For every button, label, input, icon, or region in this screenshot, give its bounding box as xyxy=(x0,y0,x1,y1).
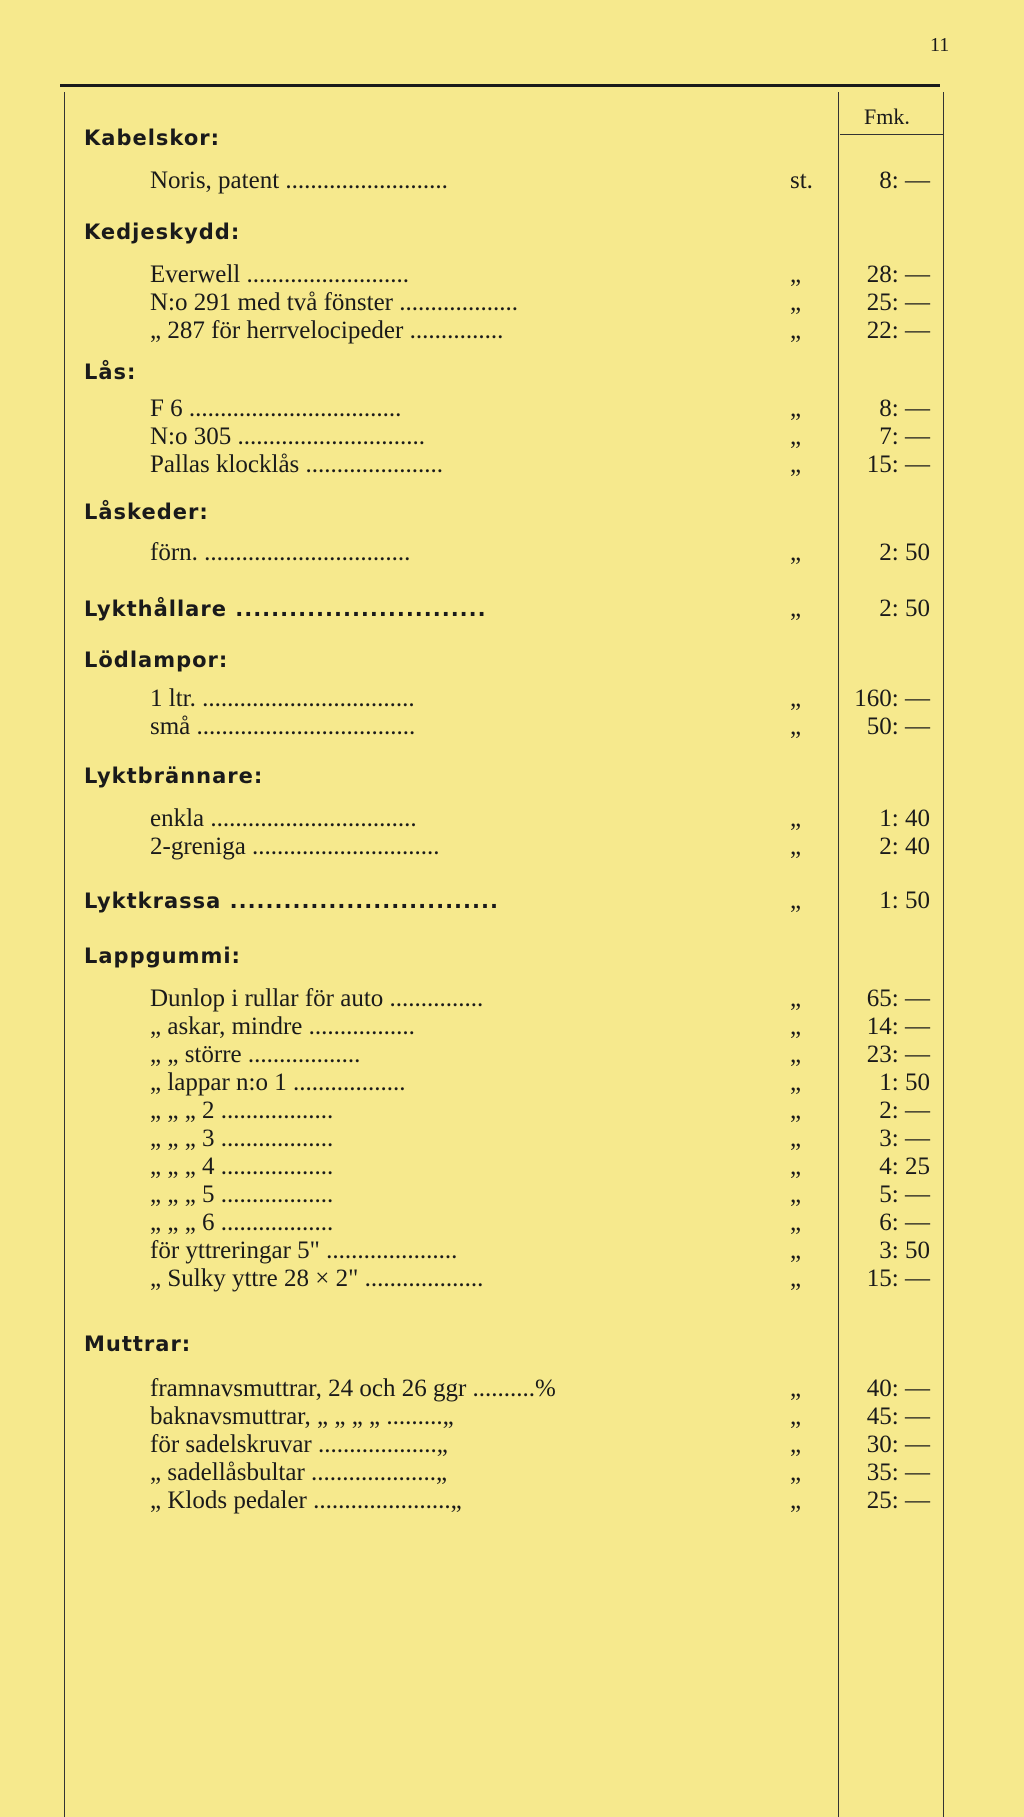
price-row xyxy=(0,538,1024,568)
item-description: „ „ „ 2 .................. xyxy=(150,1097,334,1124)
item-unit: „ xyxy=(790,1069,802,1096)
price-row xyxy=(0,684,1024,714)
section-heading: Lappgummi: xyxy=(84,944,241,968)
item-description: „ lappar n:o 1 .................. xyxy=(150,1069,406,1096)
item-unit: „ xyxy=(790,1209,802,1236)
item-unit: „ xyxy=(790,395,802,422)
price-row xyxy=(0,1012,1024,1042)
item-unit: „ xyxy=(790,539,802,566)
item-price: 25: — xyxy=(866,1487,930,1514)
price-row xyxy=(0,316,1024,346)
item-description: Pallas klocklås ...................... xyxy=(150,451,444,478)
item-unit: „ xyxy=(790,1013,802,1040)
price-row xyxy=(0,984,1024,1014)
section-heading: Lykthållare ............................ xyxy=(84,597,487,621)
item-unit: „ xyxy=(790,1459,802,1486)
price-row xyxy=(0,1124,1024,1154)
price-row xyxy=(0,1040,1024,1070)
item-unit: „ xyxy=(790,805,802,832)
section-heading: Kabelskor: xyxy=(84,126,220,150)
item-price: 2: — xyxy=(879,1097,930,1124)
item-price: 30: — xyxy=(866,1431,930,1458)
item-price: 1: 50 xyxy=(879,887,930,914)
item-unit: „ xyxy=(790,451,802,478)
item-price: 22: — xyxy=(866,317,930,344)
item-description: N:o 305 .............................. xyxy=(150,423,425,450)
price-row xyxy=(0,1486,1024,1516)
section-heading: Lyktbrännare: xyxy=(84,764,264,788)
item-unit: „ xyxy=(790,685,802,712)
price-row xyxy=(0,394,1024,424)
item-unit: „ xyxy=(790,423,802,450)
price-row xyxy=(0,1374,1024,1404)
item-description: „ „ „ 5 .................. xyxy=(150,1181,334,1208)
price-row xyxy=(0,450,1024,480)
item-description: enkla ................................. xyxy=(150,805,417,832)
item-description: Dunlop i rullar för auto ............... xyxy=(150,985,484,1012)
item-unit: „ xyxy=(790,1237,802,1264)
price-row xyxy=(0,1180,1024,1210)
item-price: 2: 40 xyxy=(879,833,930,860)
item-unit: „ xyxy=(790,595,802,622)
item-description: 2-greniga .............................. xyxy=(150,833,440,860)
item-unit: „ xyxy=(790,1375,802,1402)
currency-header: Fmk. xyxy=(864,104,910,129)
price-row xyxy=(0,1402,1024,1432)
item-unit: „ xyxy=(790,1181,802,1208)
item-price: 4: 25 xyxy=(879,1153,930,1180)
item-unit: „ xyxy=(790,1041,802,1068)
price-row xyxy=(0,166,1024,196)
item-price: 14: — xyxy=(866,1013,930,1040)
item-description: Noris, patent .......................... xyxy=(150,167,448,194)
item-unit: „ xyxy=(790,1097,802,1124)
price-row xyxy=(0,712,1024,742)
item-description: små ................................... xyxy=(150,713,416,740)
item-price: 1: 50 xyxy=(879,1069,930,1096)
item-description: „ sadellåsbultar ....................„ xyxy=(150,1459,448,1486)
item-price: 45: — xyxy=(866,1403,930,1430)
item-price: 5: — xyxy=(879,1181,930,1208)
left-border xyxy=(64,92,65,1817)
item-description: „ askar, mindre ................. xyxy=(150,1013,415,1040)
item-price: 40: — xyxy=(866,1375,930,1402)
item-description: framnavsmuttrar, 24 och 26 ggr ..........% xyxy=(150,1375,556,1402)
item-description: baknavsmuttrar, „ „ „ „ .........„ xyxy=(150,1403,454,1430)
section-heading: Muttrar: xyxy=(84,1332,192,1356)
item-price: 2: 50 xyxy=(879,595,930,622)
item-description: „ 287 för herrvelocipeder ............... xyxy=(150,317,504,344)
item-unit: „ xyxy=(790,289,802,316)
price-row xyxy=(0,260,1024,290)
item-price: 50: — xyxy=(866,713,930,740)
item-price: 6: — xyxy=(879,1209,930,1236)
item-unit: „ xyxy=(790,985,802,1012)
right-border xyxy=(943,92,944,1817)
item-price: 35: — xyxy=(866,1459,930,1486)
item-price: 28: — xyxy=(866,261,930,288)
price-row xyxy=(0,1208,1024,1238)
item-price: 8: — xyxy=(879,167,930,194)
section-heading: Lyktkrassa .............................. xyxy=(84,889,499,913)
price-row xyxy=(0,422,1024,452)
item-description: 1 ltr. .................................. xyxy=(150,685,415,712)
item-price: 8: — xyxy=(879,395,930,422)
item-description: „ Sulky yttre 28 × 2" ................... xyxy=(150,1265,484,1292)
item-price: 25: — xyxy=(866,289,930,316)
item-unit: „ xyxy=(790,1403,802,1430)
item-unit: „ xyxy=(790,261,802,288)
item-description: Everwell .......................... xyxy=(150,261,409,288)
item-description: „ „ „ 6 .................. xyxy=(150,1209,334,1236)
item-unit: „ xyxy=(790,1431,802,1458)
price-row xyxy=(0,886,1024,916)
item-unit: „ xyxy=(790,1125,802,1152)
item-unit: „ xyxy=(790,887,802,914)
price-row xyxy=(0,1236,1024,1266)
item-price: 1: 40 xyxy=(879,805,930,832)
item-description: förn. ................................. xyxy=(150,539,411,566)
item-price: 65: — xyxy=(866,985,930,1012)
item-description: „ Klods pedaler ......................„ xyxy=(150,1487,462,1514)
price-row xyxy=(0,288,1024,318)
section-heading: Lödlampor: xyxy=(84,648,229,672)
price-row xyxy=(0,1096,1024,1126)
item-description: „ „ „ 4 .................. xyxy=(150,1153,334,1180)
price-row xyxy=(0,1458,1024,1488)
price-row xyxy=(0,1430,1024,1460)
item-unit: „ xyxy=(790,1487,802,1514)
price-row xyxy=(0,594,1024,624)
page-number: 11 xyxy=(930,34,950,56)
price-row xyxy=(0,832,1024,862)
item-unit: „ xyxy=(790,833,802,860)
item-price: 3: — xyxy=(879,1125,930,1152)
section-heading: Låskeder: xyxy=(84,500,209,524)
section-heading: Kedjeskydd: xyxy=(84,220,241,244)
item-price: 3: 50 xyxy=(879,1237,930,1264)
item-unit: „ xyxy=(790,1153,802,1180)
item-description: „ „ „ 3 .................. xyxy=(150,1125,334,1152)
currency-rule xyxy=(840,134,943,135)
section-heading: Lås: xyxy=(84,360,137,384)
price-row xyxy=(0,1068,1024,1098)
item-price: 23: — xyxy=(866,1041,930,1068)
item-description: N:o 291 med två fönster ................... xyxy=(150,289,519,316)
item-price: 160: — xyxy=(854,685,930,712)
item-price: 2: 50 xyxy=(879,539,930,566)
item-price: 15: — xyxy=(866,451,930,478)
item-unit: st. xyxy=(790,167,813,194)
item-unit: „ xyxy=(790,713,802,740)
item-description: för yttreringar 5" ..................... xyxy=(150,1237,458,1264)
item-unit: „ xyxy=(790,317,802,344)
item-price: 15: — xyxy=(866,1265,930,1292)
item-unit: „ xyxy=(790,1265,802,1292)
price-row xyxy=(0,1264,1024,1294)
item-description: för sadelskruvar ...................„ xyxy=(150,1431,448,1458)
item-description: „ „ större .................. xyxy=(150,1041,361,1068)
price-column-border xyxy=(838,92,839,1817)
item-description: F 6 .................................. xyxy=(150,395,402,422)
price-row xyxy=(0,1152,1024,1182)
price-row xyxy=(0,804,1024,834)
item-price: 7: — xyxy=(879,423,930,450)
top-rule xyxy=(60,84,940,87)
